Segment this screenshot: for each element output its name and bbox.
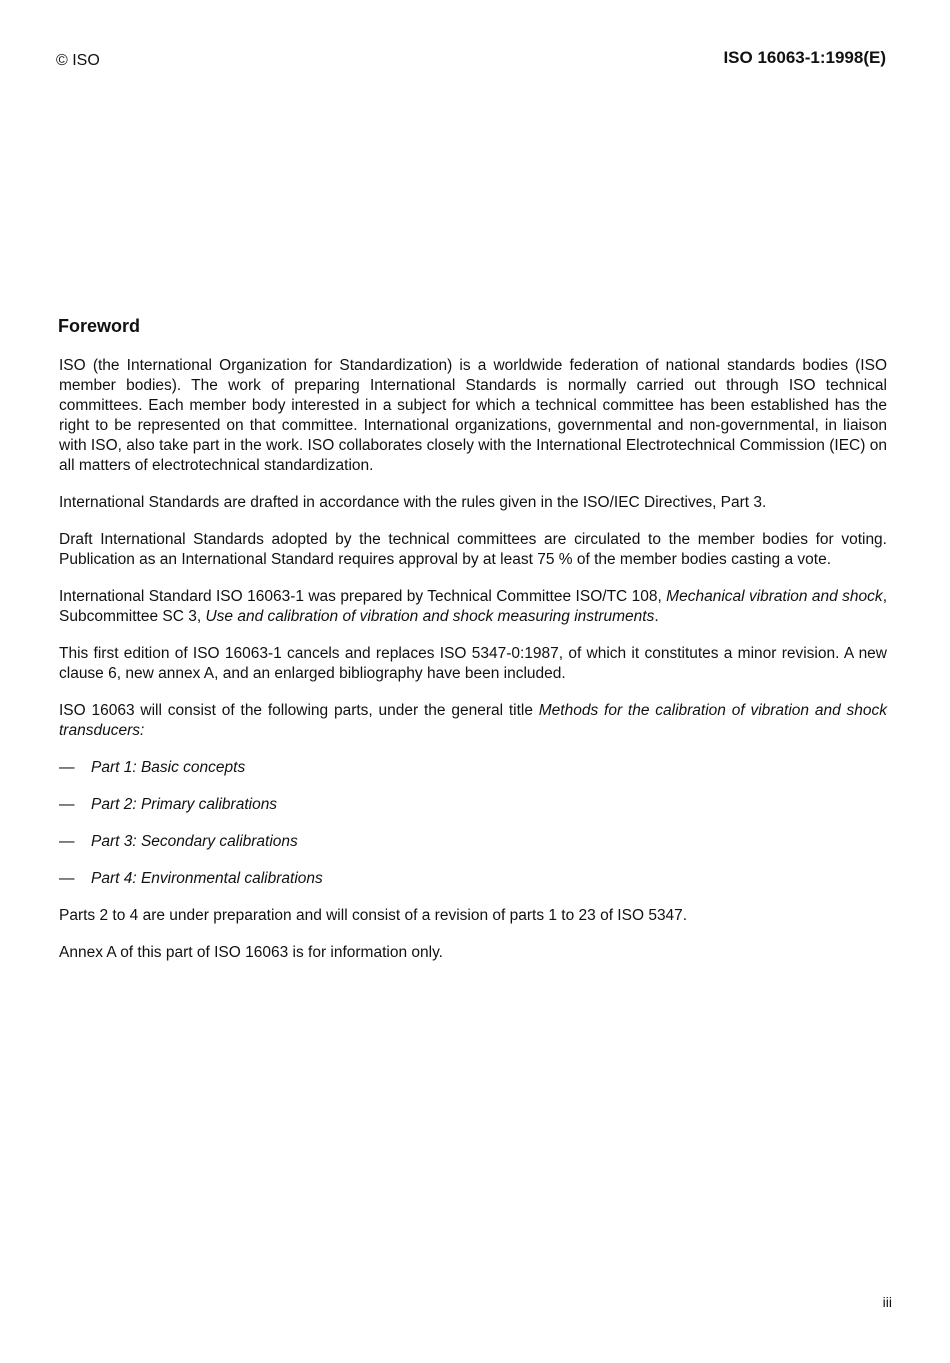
list-item	[59, 758, 887, 778]
section-title: Foreword	[58, 316, 141, 336]
list-dash: —	[59, 870, 75, 887]
committee-title: Mechanical vibration and shock	[666, 588, 883, 605]
list-item	[59, 869, 887, 889]
standard-identifier: ISO 16063-1:1998(E)	[723, 48, 886, 67]
part-4-title: Part 4: Environmental calibrations	[91, 870, 323, 887]
list-item	[59, 832, 887, 852]
preparation-text-2: , Subcommittee SC 3,	[59, 588, 887, 625]
paragraph-annex-note: Annex A of this part of ISO 16063 is for information only.	[59, 944, 443, 961]
part-1-title: Part 1: Basic concepts	[91, 759, 246, 776]
parts-intro-text: ISO 16063 will consist of the following parts, under the general title	[59, 702, 539, 719]
general-title: Methods for the calibration of vibration and shock transducers:	[59, 702, 887, 739]
paragraph-preparation-status: Parts 2 to 4 are under preparation and will consist of a revision of parts 1 to 23 of ISO 5347.	[59, 907, 688, 924]
list-dash: —	[59, 759, 75, 776]
list-dash: —	[59, 796, 75, 813]
subcommittee-title: Use and calibration of vibration and shock measuring instruments	[205, 608, 655, 625]
paragraph-iso-intro: ISO (the International Organization for Standardization) is a worldwide federation of national standards bodies (ISO member bodies). The work of preparing International Standards is normally carried out through ISO technical committees. Each member body interested in a subject for which a technical committee has been established has the right to be represented on that committee. International organizations, governmental and non-governmental, in liaison with ISO, also take part in the work. ISO collaborates closely with the International Electrotechnical Commission (IEC) on all matters of electrotechnical standardization.	[59, 357, 887, 474]
copyright-notice: © ISO	[56, 52, 100, 69]
preparation-text-3: .	[654, 608, 659, 625]
paragraph-drafting-rules: International Standards are drafted in accordance with the rules given in the ISO/IEC Directives, Part 3.	[59, 494, 767, 511]
foreword-body	[59, 356, 887, 980]
paragraph-parts-intro	[59, 701, 887, 741]
paragraph-voting: Draft International Standards adopted by the technical committees are circulated to the member bodies for voting. Publication as an International Standard requires approval by at least 75 % of the member bodies casting a vote.	[59, 531, 887, 568]
list-item	[59, 795, 887, 815]
part-3-title: Part 3: Secondary calibrations	[91, 833, 298, 850]
list-dash: —	[59, 833, 75, 850]
preparation-text-1: International Standard ISO 16063-1 was prepared by Technical Committee ISO/TC 108,	[59, 588, 667, 605]
part-2-title: Part 2: Primary calibrations	[91, 796, 278, 813]
paragraph-edition: This first edition of ISO 16063-1 cancels and replaces ISO 5347-0:1987, of which it constitutes a minor revision. A new clause 6, new annex A, and an enlarged bibliography have been included.	[59, 645, 887, 682]
page-number: iii	[882, 1294, 892, 1310]
paragraph-preparation	[59, 587, 887, 627]
